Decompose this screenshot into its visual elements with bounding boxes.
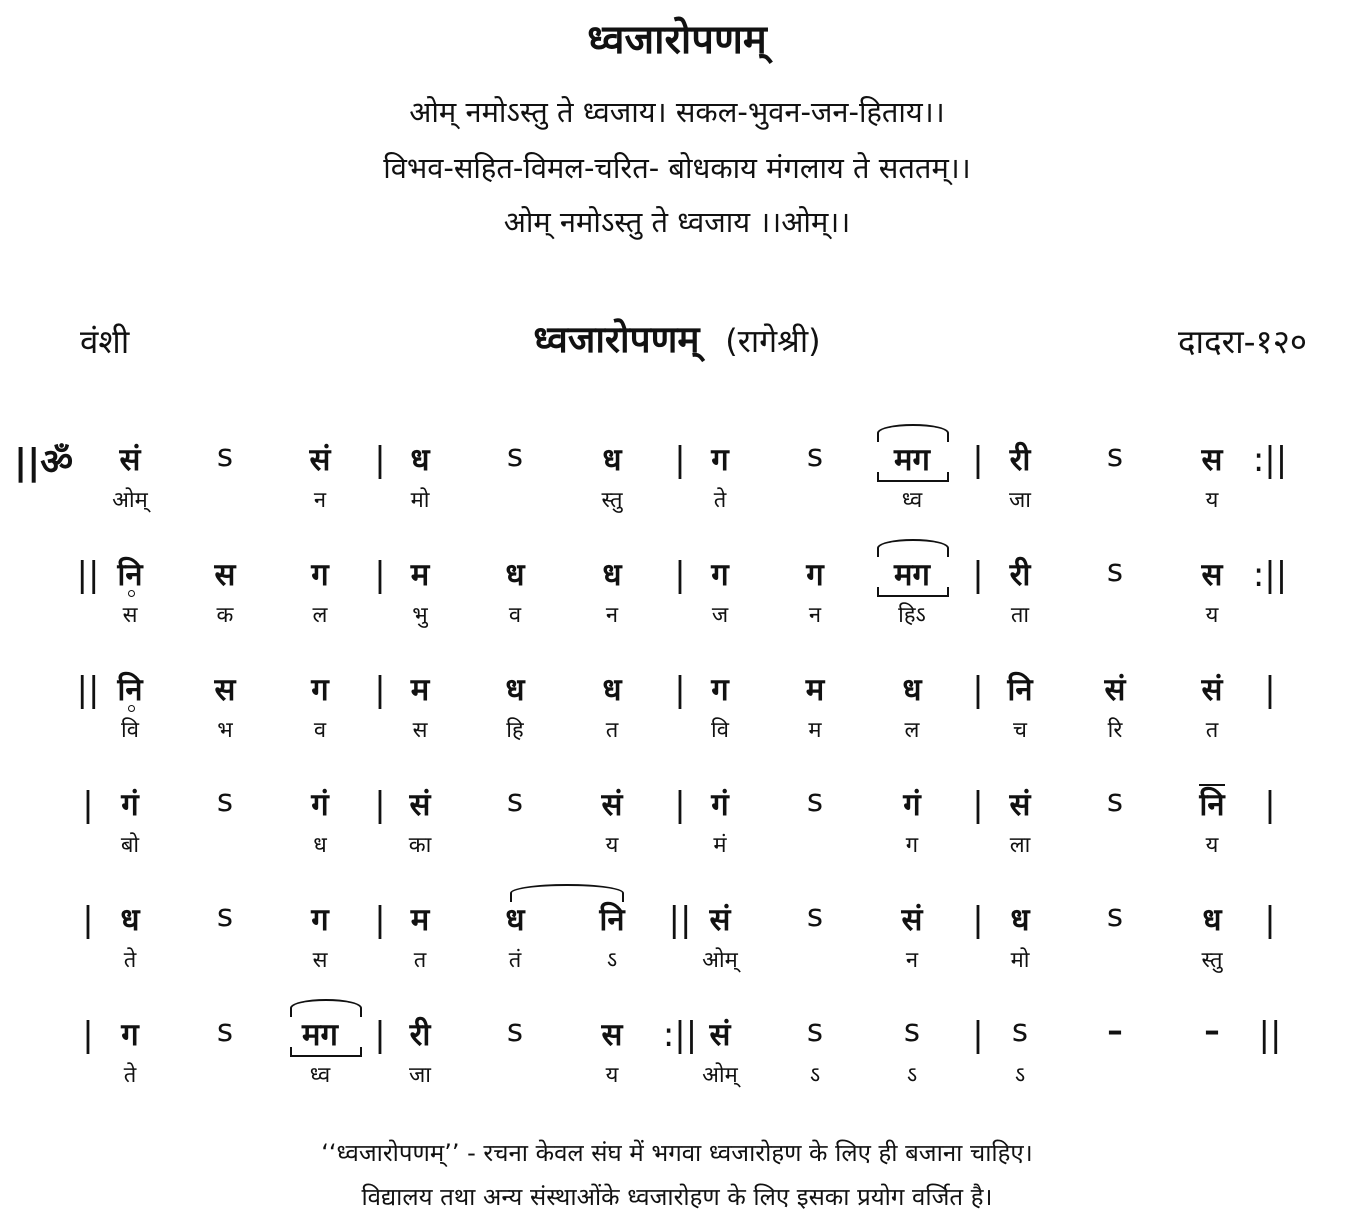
footer-note-1: ‘‘ध्वजारोपणम्’’ - रचना केवल संघ में भगवा ध्वजारोहण के लिए ही बजाना चाहिए। (321, 1139, 1033, 1167)
swara-text: सं (601, 787, 623, 823)
swara-text: ध (505, 557, 525, 593)
swara-note (175, 1013, 275, 1049)
swara-note (862, 783, 962, 825)
swara-note (562, 1013, 662, 1055)
swara-note (1162, 898, 1262, 940)
lyric-syllable: ध (313, 833, 327, 858)
lyric-syllable: ऽ (606, 948, 618, 973)
vibhag-divider: | (374, 900, 386, 940)
footer-note-2: विद्यालय तथा अन्य संस्थाओंके ध्वजारोहण के लिए इसका प्रयोग वर्जित है। (361, 1183, 993, 1211)
lyric-syllable: ग (905, 833, 919, 858)
swara-note (562, 668, 662, 710)
vibhag-divider: | (972, 670, 984, 710)
vibhag-divider: | (972, 900, 984, 940)
notation-row (0, 668, 1354, 768)
grace-bracket (290, 1047, 362, 1057)
vibhag-divider: | (972, 555, 984, 595)
swara-note (1065, 438, 1165, 474)
lyric-syllable: ओम् (112, 488, 148, 513)
lyric-syllable: स्तु (1201, 948, 1223, 973)
row-close-bar: | (1264, 900, 1276, 940)
lyric-syllable: हिऽ (898, 603, 926, 628)
lyric-syllable: य (1205, 603, 1219, 628)
swara-text: मग (894, 442, 930, 478)
lyric-syllable: त (605, 718, 619, 743)
lyric-syllable: स (122, 603, 138, 628)
swara-note (80, 898, 180, 940)
lyric-syllable: तं (508, 948, 522, 973)
lyric-syllable: भु (412, 603, 428, 628)
swara-note (1065, 553, 1165, 589)
swara-note (562, 898, 662, 940)
lyric-syllable: ते (123, 1063, 137, 1088)
swara-note (1162, 783, 1262, 825)
lyric-syllable: न (808, 603, 822, 628)
swara-note (1065, 898, 1165, 934)
swara-text: ग (311, 672, 329, 708)
swara-note (465, 783, 565, 819)
vibhag-divider: | (374, 670, 386, 710)
swara-text: म (410, 672, 430, 708)
swara-text: ध (1010, 902, 1030, 938)
swara-note (270, 438, 370, 480)
lyric-syllable: मो (1010, 948, 1030, 973)
meend-arc (877, 539, 949, 557)
notation-row (0, 1013, 1354, 1113)
swara-note (175, 898, 275, 934)
lyric-syllable: ते (713, 488, 727, 513)
swara-text: s (1106, 783, 1124, 819)
swara-text: सं (409, 787, 431, 823)
swara-note (465, 1013, 565, 1049)
swara-text: ध (602, 442, 622, 478)
verse-line-1: ओम् नमोऽस्तु ते ध्वजाय। सकल-भुवन-जन-हिताय।। (409, 95, 945, 129)
lyric-syllable: क (216, 603, 234, 628)
swara-text: ध (602, 557, 622, 593)
page-title: ध्वजारोपणम् (587, 17, 767, 63)
lyric-syllable: न (313, 488, 327, 513)
swara-text: सं (309, 442, 331, 478)
meend-arc (877, 424, 949, 442)
notation-row (0, 783, 1354, 883)
vibhag-divider: | (674, 785, 686, 825)
swara-text: s (903, 1013, 921, 1049)
lyric-syllable: ज (711, 603, 729, 628)
swara-text: गं (903, 787, 921, 823)
swara-note (465, 438, 565, 474)
lyric-syllable: त (413, 948, 427, 973)
lyric-syllable: य (605, 833, 619, 858)
swara-text: नि (599, 902, 625, 938)
lyric-syllable: य (605, 1063, 619, 1088)
swara-note (270, 668, 370, 710)
vibhag-divider: | (972, 1015, 984, 1055)
lyric-syllable: मो (410, 488, 430, 513)
swara-text: नि (1199, 784, 1224, 823)
swara-text: s (506, 783, 524, 819)
lyric-syllable: न (605, 603, 619, 628)
row-close-bar: || (1258, 1015, 1282, 1055)
swara-text: s (1106, 438, 1124, 474)
lyric-syllable: वि (711, 718, 729, 743)
swara-note (80, 553, 180, 595)
lyric-syllable: जा (1008, 488, 1032, 513)
swara-text: री (1009, 442, 1031, 478)
swara-text: ध (120, 902, 140, 938)
row-open-bar: | (82, 785, 94, 825)
lyric-syllable: व (313, 718, 327, 743)
lyric-syllable: भ (217, 718, 233, 743)
vibhag-divider: | (374, 785, 386, 825)
grace-bracket (877, 587, 949, 597)
swara-text: s (216, 898, 234, 934)
vibhag-divider: || (668, 900, 692, 940)
row-open-bar: | (82, 1015, 94, 1055)
swara-text: ध (505, 672, 525, 708)
swara-text: s (1011, 1013, 1029, 1049)
swara-text: s (216, 783, 234, 819)
swara-text: ध (902, 672, 922, 708)
lyric-syllable: स्तु (601, 488, 623, 513)
row-close-bar: :|| (1252, 555, 1288, 595)
swara-note (465, 553, 565, 595)
swara-note (862, 898, 962, 940)
swara-text: नि (117, 557, 143, 593)
raga-name: (रागेश्री) (725, 322, 821, 360)
meend-arc (510, 884, 624, 902)
swara-note (862, 1013, 962, 1049)
swara-note (765, 898, 865, 934)
vibhag-divider: | (972, 440, 984, 480)
swara-note (562, 783, 662, 825)
vibhag-divider: | (374, 1015, 386, 1055)
lyric-syllable: स (412, 718, 428, 743)
swara-text: स (1201, 442, 1223, 478)
swara-text: नि (1007, 672, 1033, 708)
lyric-syllable: मं (713, 833, 727, 858)
swara-text: s (1106, 553, 1124, 589)
om-symbol: ||ॐ (14, 442, 74, 483)
row-close-bar: :|| (1252, 440, 1288, 480)
lyric-syllable: च (1013, 718, 1027, 743)
swara-text: री (409, 1017, 431, 1053)
swara-text: ग (121, 1017, 139, 1053)
lyric-syllable: स (312, 948, 328, 973)
swara-text: सं (709, 1017, 731, 1053)
swara-text: ग (711, 672, 729, 708)
swara-text: s (216, 1013, 234, 1049)
swara-note (1162, 1013, 1262, 1049)
swara-note (562, 553, 662, 595)
swara-note (465, 668, 565, 710)
swara-note (465, 898, 565, 940)
notation-row (0, 898, 1354, 998)
swara-note (80, 438, 180, 480)
lyric-syllable: ध्व (901, 488, 923, 513)
swara-note (175, 438, 275, 474)
swara-text: ध (410, 442, 430, 478)
lyric-syllable: ध्व (309, 1063, 331, 1088)
swara-note (80, 783, 180, 825)
lyric-syllable: म (808, 718, 822, 743)
swara-text: सं (709, 902, 731, 938)
notation-row (0, 553, 1354, 653)
swara-text: सं (1201, 672, 1223, 708)
swara-note (175, 783, 275, 819)
swara-text: गं (711, 787, 729, 823)
lyric-syllable: बो (120, 833, 140, 858)
row-open-bar: || (76, 670, 100, 710)
swara-text: s (806, 783, 824, 819)
grace-bracket (877, 472, 949, 482)
lyric-syllable: व (508, 603, 522, 628)
row-open-bar: | (82, 900, 94, 940)
swara-note (175, 553, 275, 595)
lyric-syllable: य (1205, 488, 1219, 513)
swara-note (765, 1013, 865, 1049)
swara-text: म (410, 902, 430, 938)
swara-text: म (805, 672, 825, 708)
vibhag-divider: | (374, 555, 386, 595)
lyric-syllable: ला (1009, 833, 1031, 858)
swara-text: मग (302, 1017, 338, 1053)
swara-text: स (1201, 557, 1223, 593)
lyric-syllable: ल (312, 603, 328, 628)
swara-note (765, 783, 865, 819)
notation-row (0, 438, 1354, 538)
swara-text: ग (711, 442, 729, 478)
swara-text: गं (311, 787, 329, 823)
swara-text: ध (602, 672, 622, 708)
swara-note (765, 668, 865, 710)
swara-note (80, 1013, 180, 1055)
swara-note (270, 783, 370, 825)
swara-text: स (214, 672, 236, 708)
row-close-bar: | (1264, 785, 1276, 825)
swara-text: स (214, 557, 236, 593)
swara-note (270, 553, 370, 595)
swara-note (765, 553, 865, 595)
lyric-syllable: जा (408, 1063, 432, 1088)
swara-text: ध (505, 902, 525, 938)
swara-text: सं (119, 442, 141, 478)
swara-text: मग (894, 557, 930, 593)
swara-text: स (601, 1017, 623, 1053)
swara-text: s (506, 438, 524, 474)
lyric-syllable: य (1205, 833, 1219, 858)
swara-text: s (216, 438, 234, 474)
lyric-syllable: का (408, 833, 432, 858)
lyric-syllable: ते (123, 948, 137, 973)
vibhag-divider: | (374, 440, 386, 480)
swara-text: ग (806, 557, 824, 593)
swara-note (1162, 438, 1262, 480)
lyric-syllable: ल (904, 718, 920, 743)
swara-note (1065, 783, 1165, 819)
swara-note (175, 668, 275, 710)
lyric-syllable: रि (1107, 718, 1123, 743)
swara-note (765, 438, 865, 474)
instrument-label: वंशी (80, 322, 130, 361)
lyric-syllable: ओम् (702, 1063, 738, 1088)
swara-text: – (1204, 1013, 1220, 1049)
lyric-syllable: ऽ (906, 1063, 918, 1088)
swara-note (562, 438, 662, 480)
tala-label: दादरा-१२० (1178, 322, 1308, 361)
lyric-syllable: ता (1010, 603, 1030, 628)
vibhag-divider: | (972, 785, 984, 825)
lyric-syllable: ओम् (702, 948, 738, 973)
swara-note (1065, 668, 1165, 710)
vibhag-divider: :|| (662, 1015, 698, 1055)
swara-text: ग (711, 557, 729, 593)
verse-line-2: विभव-सहित-विमल-चरित- बोधकाय मंगलाय ते सततम्।। (383, 151, 971, 185)
swara-text: s (806, 1013, 824, 1049)
swara-text: ध (1202, 902, 1222, 938)
swara-text: नि (117, 672, 143, 708)
swara-note (1065, 1013, 1165, 1049)
composition-title (0, 312, 1354, 363)
vibhag-divider: | (674, 555, 686, 595)
swara-note (80, 668, 180, 710)
composition-name: ध्वजारोपणम् (533, 318, 700, 361)
swara-note (270, 898, 370, 940)
lyric-syllable: ऽ (809, 1063, 821, 1088)
swara-text: म (410, 557, 430, 593)
lyric-syllable: वि (121, 718, 139, 743)
swara-text: गं (121, 787, 139, 823)
row-open-bar: || (76, 555, 100, 595)
swara-text: s (806, 898, 824, 934)
lyric-syllable: त (1205, 718, 1219, 743)
swara-text: s (806, 438, 824, 474)
swara-note (1162, 668, 1262, 710)
lyric-syllable: न (905, 948, 919, 973)
swara-text: ग (311, 902, 329, 938)
lyric-syllable: ऽ (1014, 1063, 1026, 1088)
swara-text: सं (1009, 787, 1031, 823)
swara-text: s (506, 1013, 524, 1049)
swara-text: s (1106, 898, 1124, 934)
swara-text: सं (1104, 672, 1126, 708)
swara-text: री (1009, 557, 1031, 593)
swara-note (1162, 553, 1262, 595)
meend-arc (290, 999, 362, 1017)
vibhag-divider: | (674, 440, 686, 480)
vibhag-divider: | (674, 670, 686, 710)
verse-line-3: ओम् नमोऽस्तु ते ध्वजाय ।।ओम्।। (503, 205, 851, 239)
lyric-syllable: हि (506, 718, 524, 743)
swara-note (862, 668, 962, 710)
swara-text: – (1107, 1013, 1123, 1049)
row-close-bar: | (1264, 670, 1276, 710)
swara-text: ग (311, 557, 329, 593)
swara-text: सं (901, 902, 923, 938)
